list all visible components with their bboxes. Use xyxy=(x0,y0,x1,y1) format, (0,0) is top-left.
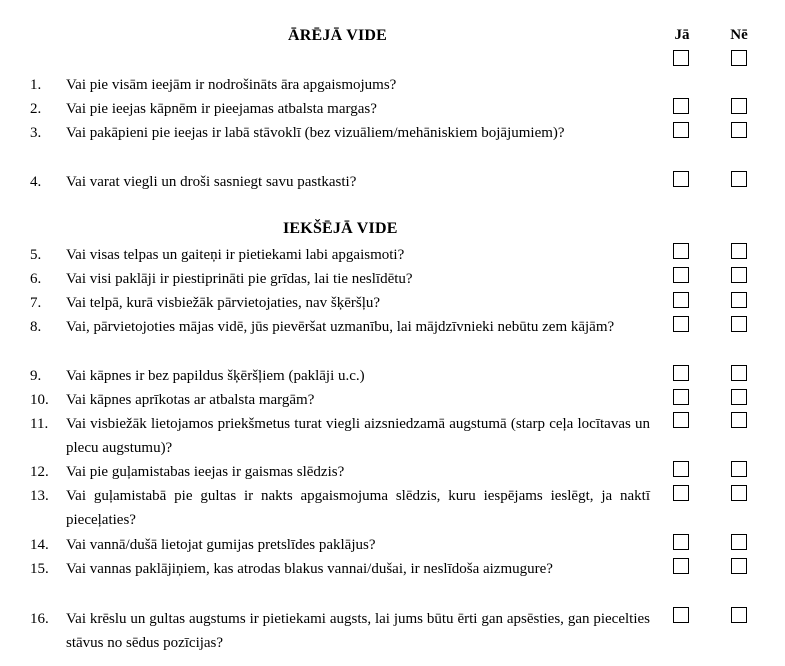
checkbox-yes-2[interactable] xyxy=(673,98,689,114)
question-text: Vai visi paklāji ir piestiprināti pie grīdas, lai tie neslīdētu? xyxy=(66,271,413,287)
checkbox-yes-3[interactable] xyxy=(673,122,689,138)
checkbox-yes-5[interactable] xyxy=(673,243,689,259)
checkbox-yes-6[interactable] xyxy=(673,267,689,283)
checkbox-no-6[interactable] xyxy=(731,267,747,283)
checkbox-yes-7[interactable] xyxy=(673,292,689,308)
question-text: Vai vannā/dušā lietojat gumijas pretslīdes paklājus? xyxy=(66,537,376,553)
question-number: 5. xyxy=(30,247,42,263)
question-text: Vai, pārvietojoties mājas vidē, jūs pievēršat uzmanību, lai mājdzīvnieki nebūtu zem kājām? xyxy=(66,319,615,335)
question-text: Vai krēslu un gultas augstums ir pietiekami augsts, lai jums būtu ērti gan apsēsties, gan piecelties stāvus no sēdus pozīcijas? xyxy=(66,611,650,651)
checkbox-no-14[interactable] xyxy=(731,534,747,550)
question-number: 7. xyxy=(30,295,42,311)
question-number: 1. xyxy=(30,77,42,93)
checkbox-yes-16[interactable] xyxy=(673,607,689,623)
question-number: 2. xyxy=(30,101,42,117)
checkbox-no-13[interactable] xyxy=(731,485,747,501)
checkbox-yes-15[interactable] xyxy=(673,558,689,574)
question-number: 3. xyxy=(30,125,42,141)
question-number: 9. xyxy=(30,368,42,384)
checkbox-no-15[interactable] xyxy=(731,558,747,574)
checkbox-no-11[interactable] xyxy=(731,412,747,428)
checkbox-no-5[interactable] xyxy=(731,243,747,259)
question-text: Vai pie visām ieejām ir nodrošināts āra apgaismojums? xyxy=(66,77,397,93)
checkbox-no-12[interactable] xyxy=(731,461,747,477)
question-number: 6. xyxy=(30,271,42,287)
checkbox-yes-8[interactable] xyxy=(673,316,689,332)
checkbox-no-8[interactable] xyxy=(731,316,747,332)
question-text: Vai guļamistabā pie gultas ir nakts apgaismojuma slēdzis, kuru iespējams ieslēgt, ja naktī pieceļaties? xyxy=(66,488,650,528)
section-title-indoor: IEKŠĒJĀ VIDE xyxy=(283,220,398,237)
question-number: 16. xyxy=(30,611,49,627)
question-text: Vai pie guļamistabas ieejas ir gaismas slēdzis? xyxy=(66,464,345,480)
question-number: 11. xyxy=(30,416,49,432)
question-number: 10. xyxy=(30,392,49,408)
checkbox-yes-11[interactable] xyxy=(673,412,689,428)
checkbox-yes-4[interactable] xyxy=(673,171,689,187)
checkbox-yes-12[interactable] xyxy=(673,461,689,477)
column-header-yes: Jā xyxy=(674,27,690,43)
checkbox-yes-14[interactable] xyxy=(673,534,689,550)
checkbox-no-7[interactable] xyxy=(731,292,747,308)
question-text: Vai telpā, kurā visbiežāk pārvietojaties, nav šķēršļu? xyxy=(66,295,381,311)
question-number: 8. xyxy=(30,319,42,335)
column-header-no: Nē xyxy=(730,27,748,43)
question-text: Vai pie ieejas kāpnēm ir pieejamas atbalsta margas? xyxy=(66,101,377,117)
question-number: 4. xyxy=(30,174,42,190)
checkbox-no-9[interactable] xyxy=(731,365,747,381)
checkbox-no-0[interactable] xyxy=(731,50,747,66)
question-number: 14. xyxy=(30,537,49,553)
question-text: Vai visbiežāk lietojamos priekšmetus turat viegli aizsniedzamā augstumā (starp ceļa locītavas un plecu augstumu)? xyxy=(66,416,650,456)
checkbox-yes-9[interactable] xyxy=(673,365,689,381)
question-text: Vai varat viegli un droši sasniegt savu pastkasti? xyxy=(66,174,357,190)
question-number: 13. xyxy=(30,488,49,504)
question-text: Vai kāpnes aprīkotas ar atbalsta margām? xyxy=(66,392,315,408)
question-text: Vai vannas paklājiņiem, kas atrodas blakus vannai/dušai, ir neslīdoša aizmugure? xyxy=(66,561,553,577)
question-text: Vai pakāpieni pie ieejas ir labā stāvoklī (bez vizuāliem/mehāniskiem bojājumiem)? xyxy=(66,125,565,141)
section-title-outdoor: ĀRĒJĀ VIDE xyxy=(288,27,388,44)
question-text: Vai visas telpas un gaiteņi ir pietiekami labi apgaismoti? xyxy=(66,247,405,263)
checkbox-no-4[interactable] xyxy=(731,171,747,187)
question-number: 12. xyxy=(30,464,49,480)
checkbox-no-10[interactable] xyxy=(731,389,747,405)
question-number: 15. xyxy=(30,561,49,577)
question-text: Vai kāpnes ir bez papildus šķēršļiem (paklāji u.c.) xyxy=(66,368,365,384)
checkbox-yes-0[interactable] xyxy=(673,50,689,66)
checkbox-yes-10[interactable] xyxy=(673,389,689,405)
checkbox-no-16[interactable] xyxy=(731,607,747,623)
checkbox-no-2[interactable] xyxy=(731,98,747,114)
checkbox-no-3[interactable] xyxy=(731,122,747,138)
checkbox-yes-13[interactable] xyxy=(673,485,689,501)
